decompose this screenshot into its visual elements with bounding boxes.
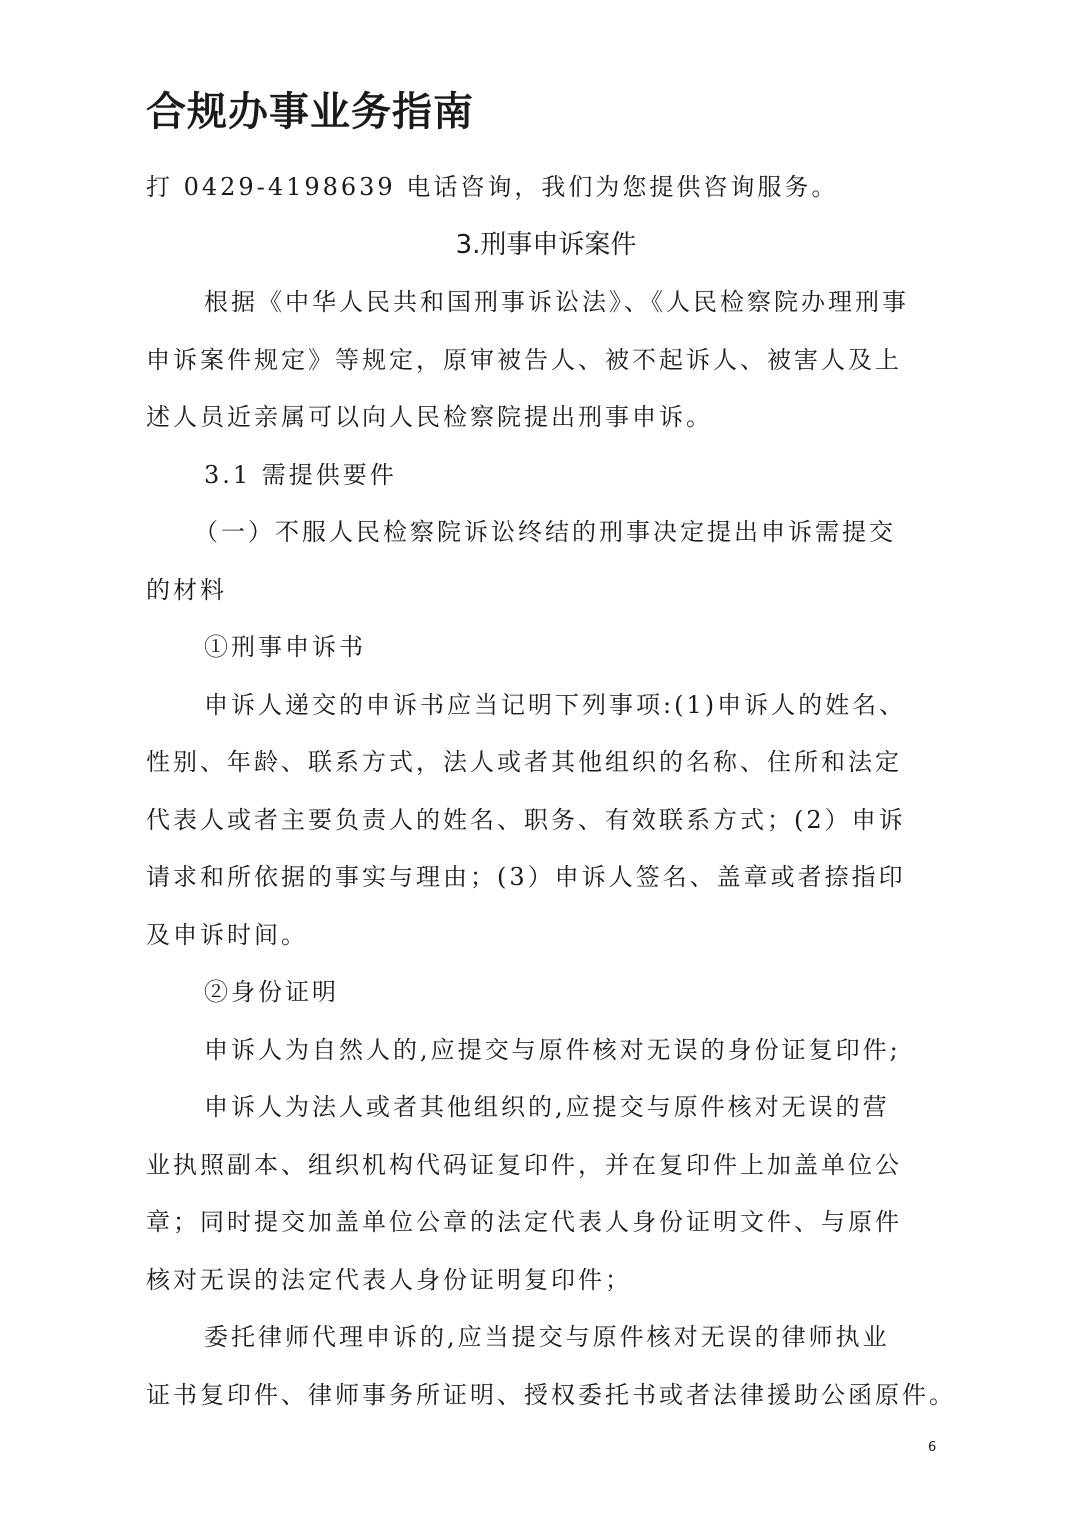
paragraph-line: 根据《中华人民共和国刑事诉讼法》、《人民检察院办理刑事: [204, 288, 909, 316]
paragraph-line: 请求和所依据的事实与理由；(3）申诉人签名、盖章或者捺指印: [146, 863, 906, 891]
paragraph-line: 及申诉时间。: [146, 920, 308, 949]
paragraph-line: 委托律师代理申诉的,应当提交与原件核对无误的律师执业: [204, 1323, 890, 1351]
paragraph-line: 述人员近亲属可以向人民检察院提出刑事申诉。: [146, 403, 713, 431]
document-header-title: 合规办事业务指南: [146, 89, 474, 135]
paragraph-line: 业执照副本、组织机构代码证复印件，并在复印件上加盖单位公: [146, 1150, 902, 1179]
paragraph-line: 申诉人为法人或者其他组织的,应提交与原件核对无误的营: [204, 1093, 890, 1121]
paragraph-line: 性别、年龄、联系方式，法人或者其他组织的名称、住所和法定: [146, 748, 902, 776]
contact-line: 打 0429-4198639 电话咨询，我们为您提供咨询服务。: [146, 173, 839, 201]
paragraph-line: 核对无误的法定代表人身份证明复印件；: [146, 1265, 632, 1294]
page-number: 6: [928, 1440, 937, 1455]
paragraph-line: 的材料: [146, 575, 227, 604]
paragraph-line: 申诉人递交的申诉书应当记明下列事项:(1)申诉人的姓名、: [204, 690, 907, 719]
paragraph-line: 证书复印件、律师事务所证明、授权委托书或者法律援助公函原件。: [146, 1380, 956, 1409]
item-heading: ②身份证明: [204, 978, 339, 1006]
subsection-heading: 3.1 需提供要件: [204, 460, 397, 489]
section-heading: 3.刑事申诉案件: [455, 229, 637, 260]
paragraph-line: 章；同时提交加盖单位公章的法定代表人身份证明文件、与原件: [146, 1208, 902, 1236]
paragraph-line: （一）不服人民检察院诉讼终结的刑事决定提出申诉需提交: [194, 518, 896, 546]
paragraph-line: 申诉人为自然人的,应提交与原件核对无误的身份证复印件;: [204, 1035, 901, 1064]
item-heading: ①刑事申诉书: [204, 633, 366, 661]
paragraph-line: 申诉案件规定》等规定，原审被告人、被不起诉人、被害人及上: [146, 345, 902, 374]
paragraph-line: 代表人或者主要负责人的姓名、职务、有效联系方式；(2）申诉: [146, 805, 906, 834]
document-body: [146, 162, 956, 1427]
